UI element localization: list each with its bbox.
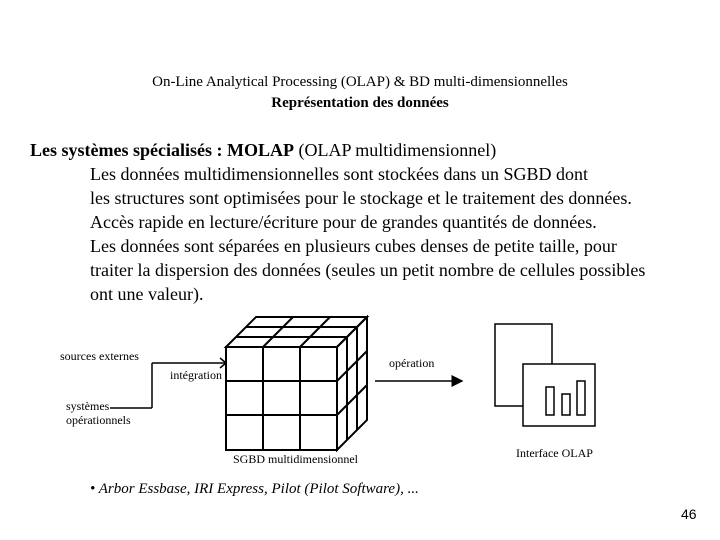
- slide-title: On-Line Analytical Processing (OLAP) & BD multi-dimensionnelles: [152, 74, 568, 90]
- section-heading-bold: Les systèmes spécialisés : MOLAP: [30, 140, 294, 160]
- body-line: ont une valeur).: [90, 284, 204, 304]
- systems-label: opérationnels: [66, 413, 131, 427]
- product-list: • Arbor Essbase, IRI Express, Pilot (Pilot Software), ...: [90, 481, 419, 497]
- body-line: Les données sont séparées en plusieurs cubes denses de petite taille, pour: [90, 236, 617, 256]
- slide-subtitle: Représentation des données: [271, 95, 449, 111]
- systems-label: systèmes: [66, 399, 110, 413]
- sources-label: sources externes: [60, 349, 139, 363]
- page-number: 46: [681, 506, 697, 522]
- db-label: SGBD multidimensionnel: [233, 452, 359, 466]
- body-line: Accès rapide en lecture/écriture pour de grandes quantités de données.: [90, 212, 597, 232]
- data-cube: [226, 317, 367, 450]
- section-heading-rest: (OLAP multidimensionnel): [293, 140, 497, 160]
- body-line: les structures sont optimisées pour le stockage et le traitement des données.: [90, 188, 632, 208]
- body-line: traiter la dispersion des données (seules un petit nombre de cellules possibles: [90, 260, 646, 280]
- olap-interface-icon: [495, 324, 595, 426]
- body-line: Les données multidimensionnelles sont stockées dans un SGBD dont: [90, 164, 588, 184]
- integration-label: intégration: [170, 368, 222, 382]
- interface-label: Interface OLAP: [516, 446, 593, 460]
- operation-label: opération: [389, 356, 435, 370]
